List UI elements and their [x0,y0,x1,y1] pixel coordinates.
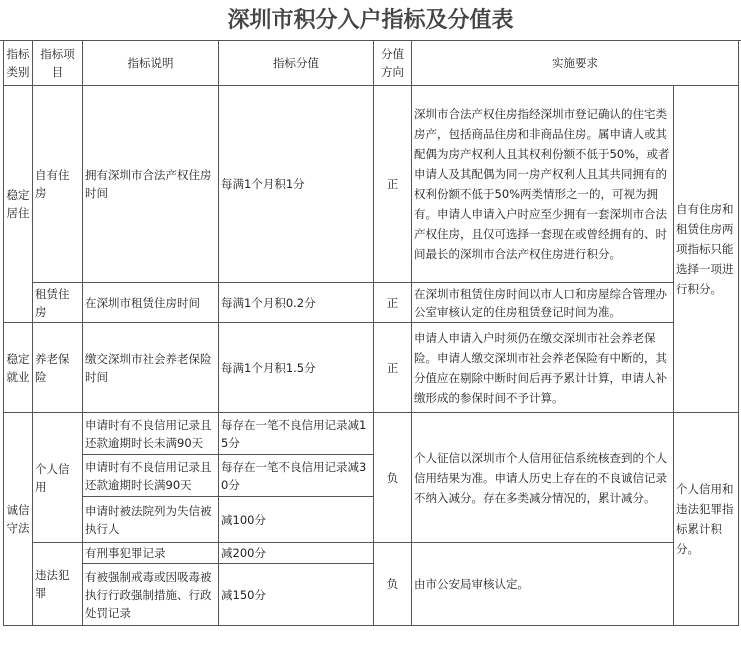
direction-crime: 负 [374,543,412,626]
requirement-own-house: 深圳市合法产权住房指经深圳市登记确认的住宅类房产，包括商品住房和非商品住房。属申请人或其配偶为房产权利人且其权利份额不低于50%，或者申请人及其配偶为同一房产权利人且其共同拥有的权利份额不低于50%两类情形之一的，可视为拥有。申请人申请入户时应至少拥有一套深圳市合法产权住房，且仅可选择一套现在或曾经拥有的、时间最长的深圳市合法产权住房进行积分。 [412,86,674,283]
table-title: 深圳市积分入户指标及分值表 [0,0,741,41]
desc-crime-1: 有刑事犯罪记录 [83,543,219,564]
category-stable-employment: 稳定就业 [4,323,33,413]
item-credit: 个人信用 [33,413,83,543]
note-housing: 自有住房和租赁住房两项指标只能选择一项进行积分。 [674,86,739,413]
header-row [4,41,739,86]
score-own-house: 每满1个月积1分 [219,86,374,283]
desc-credit-2: 申请时有不良信用记录且还款逾期时长满90天 [83,455,219,497]
points-table [3,40,739,626]
desc-rent-house: 在深圳市租赁住房时间 [83,283,219,323]
requirement-crime: 由市公安局审核认定。 [412,543,674,626]
table-row [4,283,739,323]
header-category: 指标类别 [4,41,33,86]
direction-credit: 负 [374,413,412,543]
score-credit-1: 每存在一笔不良信用记录减15分 [219,413,374,455]
requirement-rent-house: 在深圳市租赁住房时间以市人口和房屋综合管理办公室审核认定的住房租赁登记时间为准。 [412,283,674,323]
direction-own-house: 正 [374,86,412,283]
desc-pension: 缴交深圳市社会养老保险时间 [83,323,219,413]
header-requirement: 实施要求 [412,41,739,86]
header-item: 指标项目 [33,41,83,86]
score-credit-2: 每存在一笔不良信用记录减30分 [219,455,374,497]
header-direction: 分值方向 [374,41,412,86]
desc-crime-2: 有被强制戒毒或因吸毒被执行行政强制措施、行政处罚记录 [83,564,219,626]
table-row [4,413,739,455]
direction-pension: 正 [374,323,412,413]
direction-rent-house: 正 [374,283,412,323]
category-stable-residence: 稳定居住 [4,86,33,323]
table-row [4,86,739,283]
desc-credit-3: 申请时被法院列为失信被执行人 [83,497,219,543]
note-integrity: 个人信用和违法犯罪指标累计积分。 [674,413,739,626]
item-rent-house: 租赁住房 [33,283,83,323]
requirement-pension: 申请人申请入户时须仍在缴交深圳市社会养老保险。申请人缴交深圳市社会养老保险有中断的，其分值应在剔除中断时间后再予累计计算，申请人补缴形成的参保时间不予计算。 [412,323,674,413]
item-crime: 违法犯罪 [33,543,83,626]
score-crime-1: 减200分 [219,543,374,564]
header-description: 指标说明 [83,41,219,86]
desc-own-house: 拥有深圳市合法产权住房时间 [83,86,219,283]
requirement-credit: 个人征信以深圳市个人信用征信系统核查到的个人信用结果为准。申请人历史上存在的不良诚信记录不纳入减分。存在多类减分情况的，累计减分。 [412,413,674,543]
desc-credit-1: 申请时有不良信用记录且还款逾期时长未满90天 [83,413,219,455]
score-pension: 每满1个月积1.5分 [219,323,374,413]
header-score: 指标分值 [219,41,374,86]
score-rent-house: 每满1个月积0.2分 [219,283,374,323]
category-integrity: 诚信守法 [4,413,33,626]
table-row [4,323,739,413]
item-pension: 养老保险 [33,323,83,413]
table-row [4,543,739,564]
item-own-house: 自有住房 [33,86,83,283]
score-crime-2: 减150分 [219,564,374,626]
score-credit-3: 减100分 [219,497,374,543]
